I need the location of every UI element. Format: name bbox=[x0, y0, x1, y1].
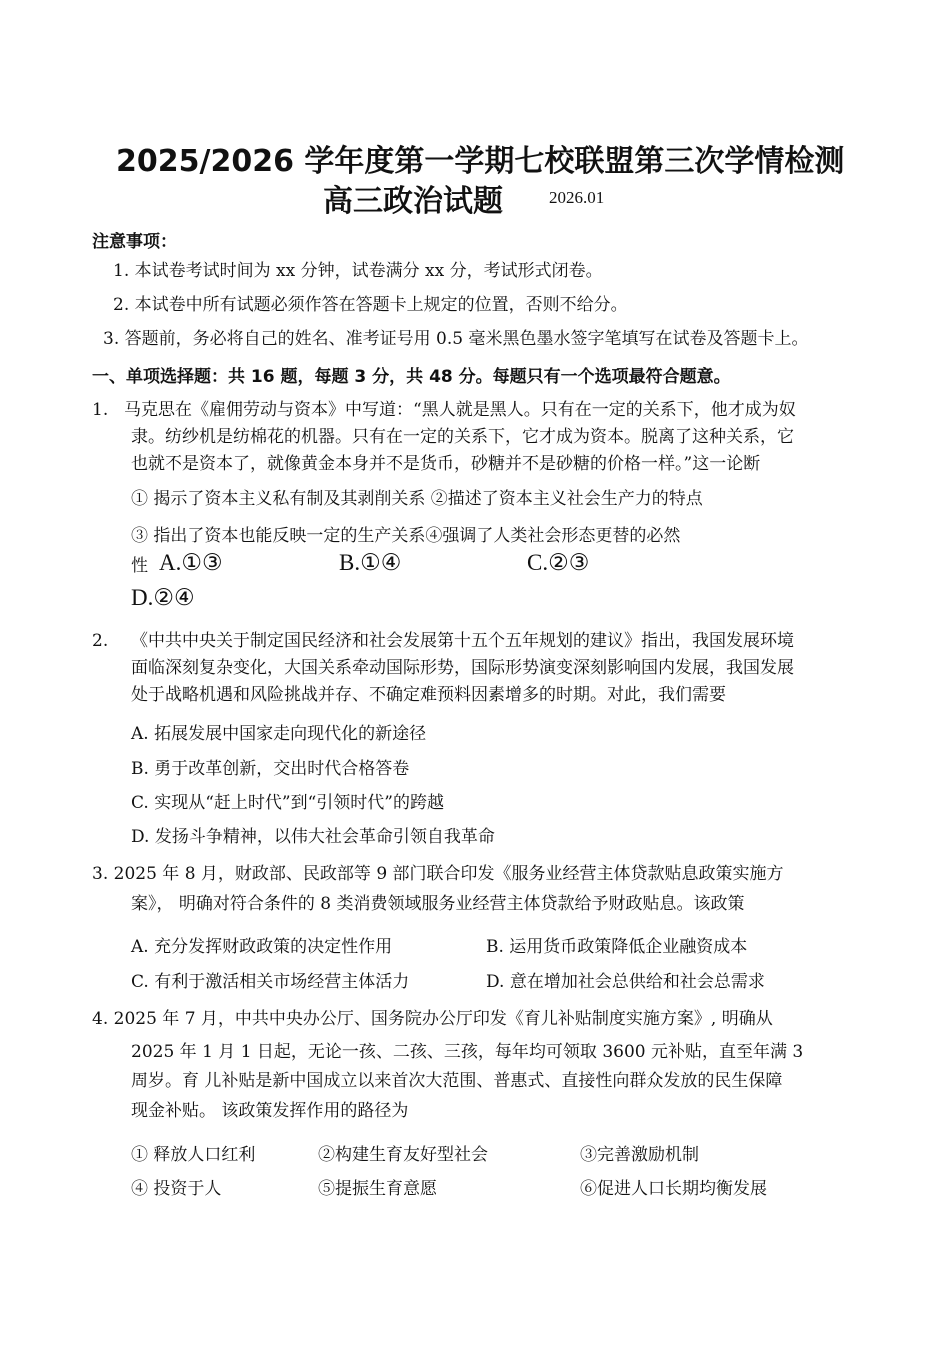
q1-stem-line: 也就不是资本了，就像黄金本身并不是货币，砂糖并不是砂糖的价格一样。”这一论断 bbox=[131, 454, 761, 474]
exam-title-line2: 高三政治试题 bbox=[323, 184, 503, 219]
q3-option-c: C. 有利于激活相关市场经营主体活力 bbox=[131, 972, 410, 992]
q3-stem-line2: 案》， 明确对符合条件的 8 类消费领域服务业经营主体贷款给予财政贴息。该政策 bbox=[131, 894, 745, 914]
q1-stem-line: 马克思在《雇佣劳动与资本》中写道：“黑人就是黑人。只有在一定的关系下，他才成为奴 bbox=[124, 400, 796, 420]
notes-heading: 注意事项： bbox=[92, 232, 177, 252]
q1-statements-line1: ① 揭示了资本主义私有制及其剥削关系 ②描述了资本主义社会生产力的特点 bbox=[131, 489, 703, 509]
q4-stem-line4: 现金补贴。 该政策发挥作用的路径为 bbox=[131, 1101, 409, 1121]
q1-stem-line: 隶。纺纱机是纺棉花的机器。只有在一定的关系下，它才成为资本。脱离了这种关系，它 bbox=[131, 427, 794, 447]
q1-number: 1. bbox=[92, 400, 109, 420]
q3-option-d: D. 意在增加社会总供给和社会总需求 bbox=[486, 972, 765, 992]
q4-choice-6: ⑥促进人口长期均衡发展 bbox=[580, 1179, 767, 1199]
q2-option-d: D. 发扬斗争精神，以伟大社会革命引领自我革命 bbox=[131, 827, 495, 847]
q2-option-c: C. 实现从“赶上时代”到“引领时代”的跨越 bbox=[131, 793, 444, 813]
q4-stem-line2: 2025 年 1 月 1 日起，无论一孩、二孩、三孩，每年均可领取 3600 元补贴，直至年满 3 bbox=[131, 1042, 804, 1062]
q1-option-b: B.①④ bbox=[339, 550, 402, 575]
q3-option-b: B. 运用货币政策降低企业融资成本 bbox=[486, 937, 748, 957]
q4-stem-line1: 4. 2025 年 7 月，中共中央办公厅、国务院办公厅印发《育儿补贴制度实施方案》, 明确从 bbox=[92, 1009, 773, 1029]
q2-option-b: B. 勇于改革创新，交出时代合格答卷 bbox=[131, 759, 410, 779]
q4-choice-5: ⑤提振生育意愿 bbox=[318, 1179, 437, 1199]
q1-option-d: D.②④ bbox=[131, 585, 195, 610]
note-item-1: 1. 本试卷考试时间为 xx 分钟，试卷满分 xx 分，考试形式闭卷。 bbox=[113, 261, 603, 281]
q2-stem-line: 《中共中央关于制定国民经济和社会发展第十五个五年规划的建议》指出，我国发展环境 bbox=[131, 631, 794, 651]
q4-choice-1: ① 释放人口红利 bbox=[131, 1145, 256, 1165]
q4-choice-2: ②构建生育友好型社会 bbox=[318, 1145, 488, 1165]
note-item-2: 2. 本试卷中所有试题必须作答在答题卡上规定的位置，否则不给分。 bbox=[113, 295, 628, 315]
q3-option-a: A. 充分发挥财政政策的决定性作用 bbox=[131, 937, 393, 957]
q2-stem-line: 处于战略机遇和风险挑战并存、不确定难预料因素增多的时期。对此，我们需要 bbox=[131, 685, 726, 705]
q1-option-c: C.②③ bbox=[527, 550, 590, 575]
section-heading: 一、单项选择题：共 16 题，每题 3 分，共 48 分。每题只有一个选项最符合题意。 bbox=[92, 367, 731, 387]
q2-option-a: A. 拓展发展中国家走向现代化的新途径 bbox=[131, 724, 427, 744]
q2-number: 2. bbox=[92, 631, 109, 651]
q1-statements-tail: 性 bbox=[131, 556, 148, 576]
q4-stem-line3: 周岁。育 儿补贴是新中国成立以来首次大范围、普惠式、直接性向群众发放的民生保障 bbox=[131, 1071, 783, 1091]
q4-choice-3: ③完善激励机制 bbox=[580, 1145, 699, 1165]
q4-choice-4: ④ 投资于人 bbox=[131, 1179, 222, 1199]
note-item-3: 3. 答题前，务必将自己的姓名、准考证号用 0.5 毫米黑色墨水签字笔填写在试卷及答题卡上。 bbox=[103, 329, 809, 349]
q1-option-a: A.①③ bbox=[159, 550, 223, 575]
q1-statements-line2: ③ 指出了资本也能反映一定的生产关系④强调了人类社会形态更替的必然 bbox=[131, 526, 681, 546]
q2-stem-line: 面临深刻复杂变化，大国关系牵动国际形势，国际形势演变深刻影响国内发展，我国发展 bbox=[131, 658, 794, 678]
exam-date: 2026.01 bbox=[549, 188, 605, 207]
exam-title-line1: 2025/2026 学年度第一学期七校联盟第三次学情检测 bbox=[116, 144, 845, 179]
q3-stem-line1: 3. 2025 年 8 月，财政部、民政部等 9 部门联合印发《服务业经营主体贷款贴息政策实施方 bbox=[92, 864, 784, 884]
